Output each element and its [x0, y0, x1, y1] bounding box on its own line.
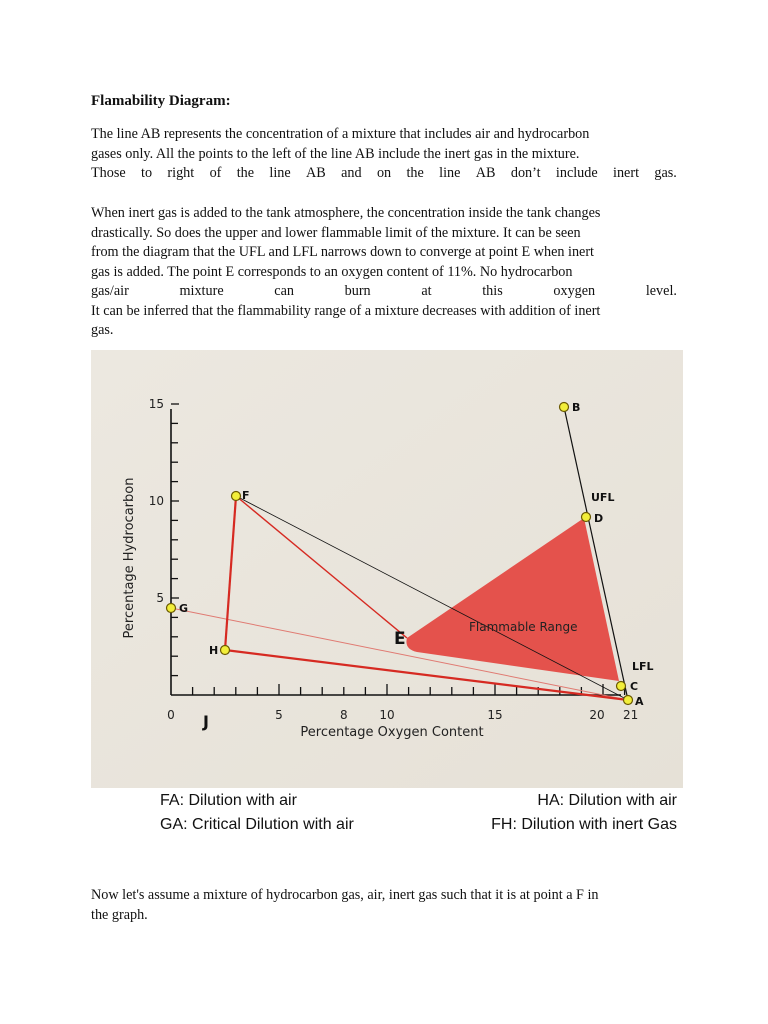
word: the	[236, 165, 255, 181]
x-tick-label: 21	[622, 708, 639, 722]
paragraph-inert-gas	[91, 204, 677, 341]
diagram-svg	[91, 350, 683, 788]
label-j: J	[203, 712, 209, 731]
text-line: the graph.	[91, 906, 148, 923]
flammable-range-label: Flammable Range	[469, 620, 578, 634]
point-f	[232, 492, 241, 501]
y-axis-label: Percentage Hydrocarbon	[122, 477, 137, 639]
label-e: E	[394, 629, 406, 649]
word: at	[421, 283, 432, 299]
word: the	[406, 165, 424, 181]
x-axis-label: Percentage Oxygen Content	[300, 725, 484, 740]
y-tick-label: 15	[148, 397, 164, 411]
x-tick-label: 15	[487, 708, 503, 722]
point-g	[167, 604, 176, 613]
word: right	[167, 165, 195, 181]
label-b: B	[572, 401, 581, 414]
flammability-diagram	[91, 350, 683, 833]
x-tick-label: 5	[275, 708, 283, 722]
text-line: from the diagram that the UFL and LFL narrows down to converge at point E when inert	[91, 244, 595, 260]
label-a: A	[635, 695, 644, 708]
word: don’t	[510, 165, 541, 181]
y-tick-label: 5	[156, 591, 164, 605]
point-d	[582, 513, 591, 522]
word: of	[209, 165, 222, 181]
text-line: drastically. So does the upper and lower flammable limit of the mixture. It can be seen	[91, 224, 581, 241]
paragraph-point-f	[91, 886, 677, 925]
word: level.	[645, 283, 677, 299]
word: this	[482, 283, 503, 299]
text-line: When inert gas is added to the tank atmosphere, the concentration inside the tank changes	[91, 205, 601, 221]
point-c	[617, 682, 626, 691]
text-line: It can be inferred that the flammability range of a mixture decreases with addition of inert	[91, 302, 601, 319]
text-line	[91, 164, 677, 184]
caption-fh: FH: Dilution with inert Gas	[491, 816, 677, 833]
word: mixture	[179, 283, 224, 299]
text-line: gases only. All the points to the left of the line AB include the inert gas in the mixture.	[91, 145, 580, 162]
paragraph-line-ab	[91, 125, 677, 184]
label-d: D	[594, 512, 604, 525]
text-line: The line AB represents the concentration of a mixture that includes air and hydrocarbon	[91, 126, 590, 142]
x-tick-label: 20	[589, 708, 605, 722]
word: can	[274, 283, 294, 299]
word: Those	[91, 165, 126, 181]
point-h	[221, 646, 230, 655]
caption-ha: HA: Dilution with air	[537, 792, 677, 809]
word: include	[555, 165, 598, 181]
label-c: C	[630, 680, 639, 693]
page-heading: Flamability Diagram:	[91, 93, 231, 109]
y-tick-label: 10	[148, 494, 164, 508]
word: and	[341, 165, 362, 181]
label-g: G	[179, 602, 189, 615]
point-a	[624, 696, 633, 705]
label-f: F	[242, 489, 250, 502]
word: on	[376, 165, 392, 181]
word: line	[439, 165, 461, 181]
x-tick-label: 10	[379, 708, 395, 722]
word: AB	[306, 165, 326, 181]
point-b	[560, 403, 569, 412]
text-line	[91, 282, 677, 302]
label-ufl: UFL	[591, 491, 615, 504]
word: oxygen	[553, 283, 596, 299]
word: line	[269, 165, 291, 181]
word: burn	[344, 283, 371, 299]
text-line: Now let's assume a mixture of hydrocarbon gas, air, inert gas such that it is at point a F in	[91, 887, 599, 903]
caption-ga: GA: Critical Dilution with air	[160, 816, 354, 833]
x-tick-label: 0	[167, 708, 175, 722]
caption-fa: FA: Dilution with air	[160, 792, 297, 809]
label-h: H	[209, 644, 219, 657]
word: to	[141, 165, 153, 181]
word: gas.	[654, 165, 677, 181]
text-line: gas is added. The point E corresponds to an oxygen content of 11%. No hydrocarbon	[91, 263, 573, 280]
word: inert	[613, 165, 640, 181]
word: gas/air	[91, 283, 129, 299]
text-line: gas.	[91, 322, 114, 338]
x-tick-label: 8	[339, 708, 348, 722]
label-lfl: LFL	[632, 660, 654, 673]
word: AB	[475, 165, 496, 181]
